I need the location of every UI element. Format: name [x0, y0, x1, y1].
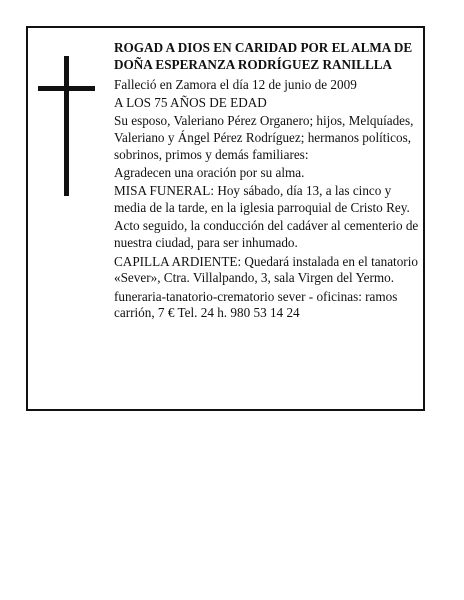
age-line: A LOS 75 AÑOS DE EDAD — [114, 94, 267, 110]
death-line: Falleció en Zamora el día 12 de junio de 2009 — [114, 76, 357, 92]
cross-icon-bar — [38, 86, 95, 91]
funeral-home-paragraph: funeraria-tanatorio-crematorio sever - oficinas: ramos carrión, 7 € Tel. 24 h. 980 53 14 24 — [114, 288, 398, 321]
cross-icon — [64, 56, 69, 196]
funeral-mass-paragraph: MISA FUNERAL: Hoy sábado, día 13, a las cinco y media de la tarde, en la iglesia parroquial de Cristo Rey. — [114, 183, 410, 216]
notice-text — [114, 40, 420, 324]
prayer-line: Agradecen una oración por su alma. — [114, 165, 305, 181]
chapel-paragraph: CAPILLA ARDIENTE: Quedará instalada en el tanatorio «Sever», Ctra. Villalpando, 3, sala Virgen del Yermo. — [114, 253, 418, 286]
burial-paragraph: Acto seguido, la conducción del cadáver al cementerio de nuestra ciudad, para ser inhumado. — [114, 218, 419, 251]
family-paragraph: Su esposo, Valeriano Pérez Organero; hijos, Melquíades, Valeriano y Ángel Pérez Rodríguez; hermanos políticos, sobrinos, primos y demás familiares: — [114, 113, 414, 162]
notice-heading: ROGAD A DIOS EN CARIDAD POR EL ALMA DE DOÑA ESPERANZA RODRÍGUEZ RANILLLA — [114, 40, 413, 72]
